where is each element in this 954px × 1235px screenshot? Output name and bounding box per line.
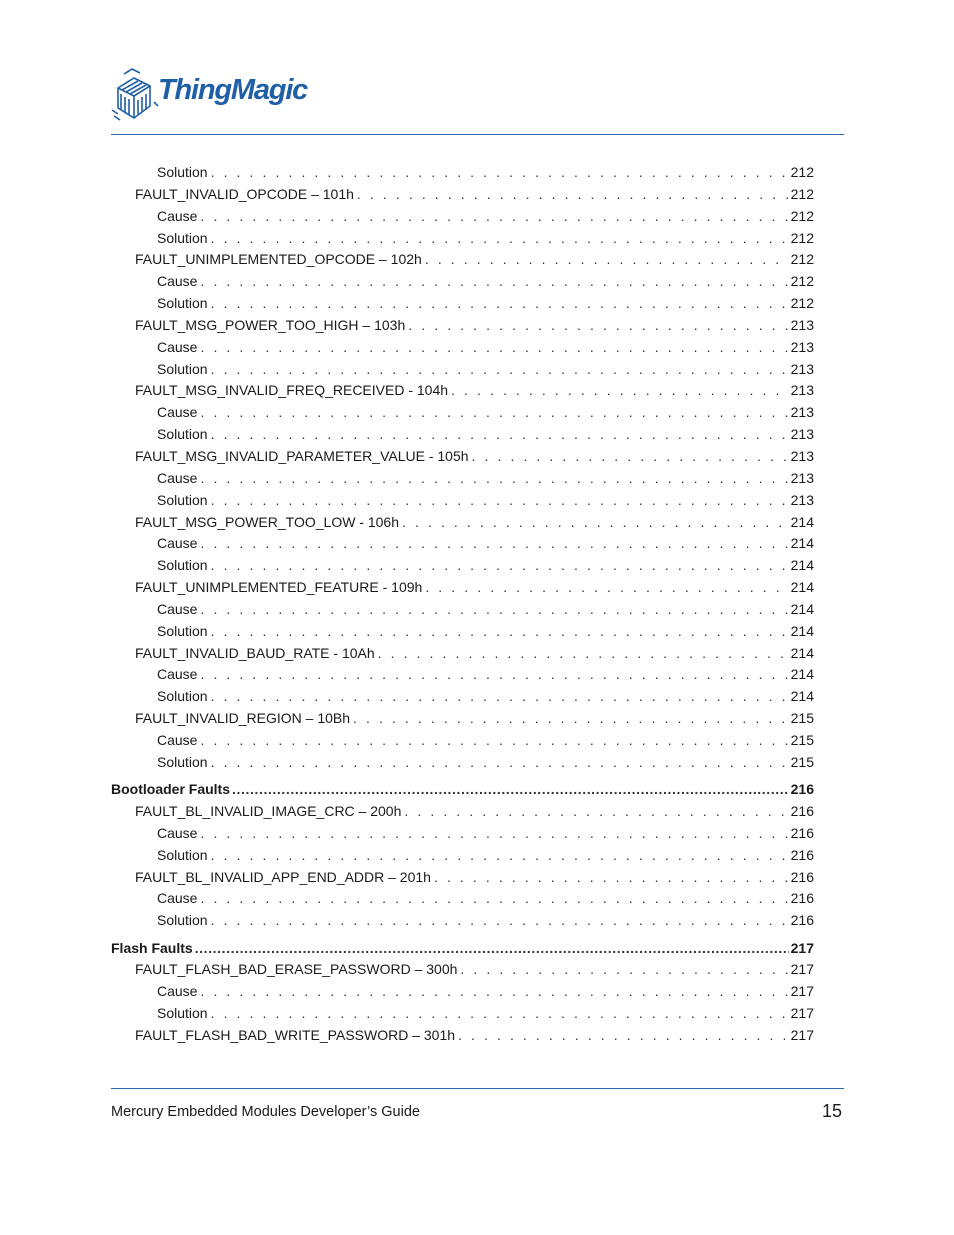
toc-entry[interactable] [111,315,814,337]
toc-entry-title: Solution [157,1005,208,1022]
header-divider [111,134,844,135]
toc-dot-leader [211,845,788,867]
toc-dot-leader [211,490,788,512]
toc-dot-leader [200,206,787,228]
toc-entry[interactable] [111,643,814,665]
toc-entry-title: Cause [157,273,198,290]
toc-entry[interactable] [111,708,814,730]
toc-entry-title: Cause [157,338,198,355]
toc-entry[interactable] [111,730,814,752]
footer-divider [111,1088,844,1089]
toc-dot-leader [200,730,787,752]
thingmagic-cube-icon [110,66,160,128]
toc-entry-page: 216 [790,824,814,841]
toc-entry-page: 213 [790,469,814,486]
toc-entry-page: 212 [790,229,814,246]
toc-dot-leader [200,981,787,1003]
toc-entry-page: 212 [790,273,814,290]
toc-entry-page: 216 [790,781,814,798]
toc-entry[interactable] [111,577,814,599]
toc-entry-page: 213 [790,447,814,464]
toc-entry-title: FAULT_INVALID_BAUD_RATE - 10Ah [135,644,375,661]
toc-entry-title: FAULT_FLASH_BAD_ERASE_PASSWORD – 300h [135,961,458,978]
toc-dot-leader [211,752,788,774]
toc-entry[interactable] [111,823,814,845]
toc-dot-leader [195,938,789,960]
toc-entry-page: 212 [790,251,814,268]
toc-entry[interactable] [111,867,814,889]
toc-entry[interactable] [111,1025,814,1047]
toc-entry-page: 214 [790,622,814,639]
toc-entry[interactable] [111,938,814,960]
toc-entry-page: 213 [790,491,814,508]
toc-entry[interactable] [111,424,814,446]
toc-entry-title: Solution [157,491,208,508]
logo-wordmark: ThingMagic [158,74,308,106]
toc-entry-title: Solution [157,846,208,863]
toc-entry-page: 217 [790,961,814,978]
toc-entry-page: 215 [790,753,814,770]
toc-entry[interactable] [111,359,814,381]
toc-dot-leader [460,959,787,981]
toc-entry-page: 216 [790,802,814,819]
toc-entry-title: Solution [157,688,208,705]
toc-entry[interactable] [111,910,814,932]
toc-entry-title: Cause [157,890,198,907]
toc-entry-page: 214 [790,579,814,596]
toc-entry[interactable] [111,555,814,577]
toc-entry-title: FAULT_MSG_POWER_TOO_LOW - 106h [135,513,400,530]
toc-entry-title: FAULT_MSG_INVALID_PARAMETER_VALUE - 105h [135,447,469,464]
toc-entry[interactable] [111,293,814,315]
toc-entry-page: 214 [790,600,814,617]
toc-entry-title: Cause [157,666,198,683]
toc-entry[interactable] [111,888,814,910]
toc-entry-page: 214 [790,644,814,661]
toc-dot-leader [211,228,788,250]
toc-dot-leader [357,184,788,206]
toc-entry[interactable] [111,801,814,823]
toc-entry-page: 217 [790,983,814,1000]
toc-dot-leader [211,686,788,708]
toc-entry-title: Solution [157,622,208,639]
table-of-contents [111,162,814,1047]
toc-dot-leader [378,643,788,665]
toc-entry-title: Flash Faults [111,939,193,956]
toc-entry[interactable] [111,380,814,402]
toc-entry-page: 214 [790,557,814,574]
toc-entry[interactable] [111,664,814,686]
toc-entry-title: Cause [157,600,198,617]
toc-entry[interactable] [111,337,814,359]
toc-entry[interactable] [111,845,814,867]
toc-entry-page: 212 [790,207,814,224]
toc-entry[interactable] [111,446,814,468]
toc-dot-leader [425,249,788,271]
toc-entry-page: 214 [790,666,814,683]
toc-dot-leader [458,1025,788,1047]
toc-entry[interactable] [111,206,814,228]
toc-entry-title: Cause [157,469,198,486]
toc-dot-leader [451,380,788,402]
toc-dot-leader [408,315,787,337]
toc-dot-leader [472,446,788,468]
toc-entry[interactable] [111,490,814,512]
toc-dot-leader [211,162,788,184]
toc-entry-title: FAULT_INVALID_REGION – 10Bh [135,710,351,727]
toc-entry[interactable] [111,621,814,643]
toc-dot-leader [200,823,787,845]
toc-dot-leader [425,577,787,599]
toc-entry-title: Cause [157,207,198,224]
toc-dot-leader [402,512,788,534]
toc-entry-page: 214 [790,513,814,530]
toc-entry-title: Solution [157,912,208,929]
toc-entry-page: 212 [790,185,814,202]
toc-entry[interactable] [111,686,814,708]
toc-entry-page: 216 [790,912,814,929]
toc-entry-title: FAULT_BL_INVALID_IMAGE_CRC – 200h [135,802,402,819]
toc-entry-title: Solution [157,164,208,180]
toc-entry-title: FAULT_MSG_POWER_TOO_HIGH – 103h [135,316,406,333]
toc-entry[interactable] [111,228,814,250]
toc-entry-page: 216 [790,868,814,885]
toc-entry[interactable] [111,752,814,774]
toc-entry-page: 213 [790,404,814,421]
toc-entry[interactable] [111,959,814,981]
toc-entry[interactable] [111,533,814,555]
toc-dot-leader [200,271,787,293]
toc-dot-leader [211,555,788,577]
toc-entry-title: FAULT_FLASH_BAD_WRITE_PASSWORD – 301h [135,1026,456,1043]
toc-entry-title: Solution [157,229,208,246]
toc-dot-leader [200,468,787,490]
toc-dot-leader [211,359,788,381]
toc-entry-page: 214 [790,535,814,552]
toc-dot-leader [211,910,788,932]
toc-entry-page: 213 [790,360,814,377]
toc-entry-title: Cause [157,404,198,421]
toc-dot-leader [200,533,787,555]
toc-entry-page: 213 [790,426,814,443]
toc-dot-leader [200,599,787,621]
toc-entry[interactable] [111,184,814,206]
toc-entry-title: Solution [157,360,208,377]
toc-entry-page: 216 [790,846,814,863]
toc-entry-page: 213 [790,338,814,355]
toc-dot-leader [200,888,787,910]
toc-entry[interactable] [111,981,814,1003]
toc-entry-title: Solution [157,753,208,770]
toc-entry-page: 217 [790,939,814,956]
toc-entry-title: FAULT_UNIMPLEMENTED_FEATURE - 109h [135,579,423,596]
toc-entry[interactable] [111,468,814,490]
toc-entry[interactable] [111,271,814,293]
toc-dot-leader [211,424,788,446]
toc-entry[interactable] [111,162,814,184]
toc-entry-title: Cause [157,983,198,1000]
toc-entry-page: 212 [790,164,814,180]
toc-entry-title: FAULT_BL_INVALID_APP_END_ADDR – 201h [135,868,431,885]
toc-entry-title: Cause [157,535,198,552]
toc-entry-page: 213 [790,382,814,399]
toc-entry-page: 216 [790,890,814,907]
toc-entry-title: FAULT_UNIMPLEMENTED_OPCODE – 102h [135,251,422,268]
toc-dot-leader [232,779,789,801]
toc-dot-leader [434,867,788,889]
toc-entry-page: 213 [790,316,814,333]
toc-dot-leader [211,621,788,643]
toc-dot-leader [200,664,787,686]
toc-entry[interactable] [111,779,814,801]
toc-entry-page: 212 [790,295,814,312]
toc-dot-leader [211,1003,788,1025]
toc-entry-title: Bootloader Faults [111,781,231,798]
toc-dot-leader [211,293,788,315]
toc-entry-title: Solution [157,426,208,443]
toc-entry[interactable] [111,402,814,424]
footer-document-title: Mercury Embedded Modules Developer’s Guide [111,1104,420,1120]
toc-entry-page: 217 [790,1026,814,1043]
toc-entry-page: 214 [790,688,814,705]
toc-entry-title: FAULT_INVALID_OPCODE – 101h [135,185,354,202]
thingmagic-logo [110,66,340,128]
toc-entry-title: Cause [157,731,198,748]
toc-entry-page: 215 [790,731,814,748]
toc-entry-title: Solution [157,557,208,574]
toc-entry-page: 215 [790,710,814,727]
toc-dot-leader [404,801,787,823]
toc-dot-leader [200,337,787,359]
toc-entry[interactable] [111,512,814,534]
toc-entry-title: FAULT_MSG_INVALID_FREQ_RECEIVED - 104h [135,382,449,399]
toc-entry[interactable] [111,599,814,621]
page-number: 15 [821,1101,842,1121]
toc-dot-leader [353,708,788,730]
toc-entry-page: 217 [790,1005,814,1022]
toc-entry-title: Solution [157,295,208,312]
toc-entry[interactable] [111,1003,814,1025]
toc-entry-title: Cause [157,824,198,841]
toc-entry[interactable] [111,249,814,271]
toc-dot-leader [200,402,787,424]
